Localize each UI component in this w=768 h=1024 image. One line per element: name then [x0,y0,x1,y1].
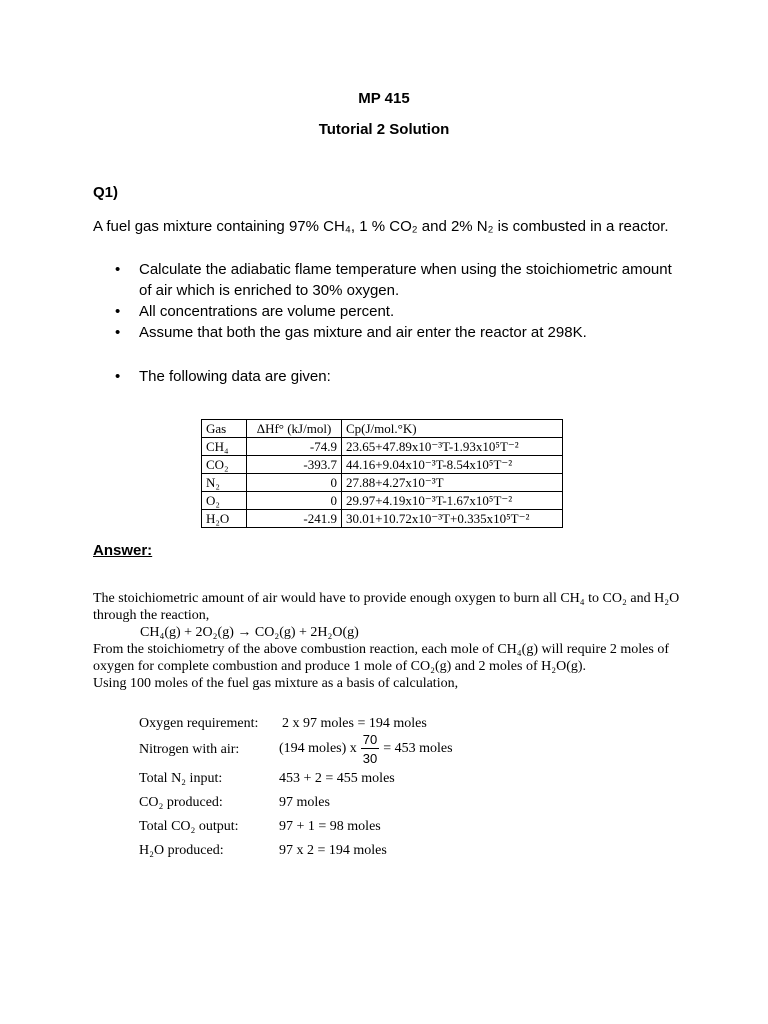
table-row [202,438,563,456]
bullet-glyph: • [115,303,121,320]
answer-body [93,590,683,692]
calc-value [279,732,453,766]
answer-paragraph: The stoichiometric amount of air would have to provide enough oxygen to burn all CH₄ to CO₂ and H₂O through the reaction, [93,591,680,623]
calc-label: Oxygen requirement: [139,716,259,731]
bullet-item [93,301,683,322]
cell-gas: O₂ [202,492,247,510]
cell-enthalpy: 0 [247,492,342,510]
cell-enthalpy: -393.7 [247,456,342,474]
answer-paragraph: Using 100 moles of the fuel gas mixture as a basis of calculation, [93,676,459,691]
table-header-row [202,420,563,438]
cell-enthalpy: -74.9 [247,438,342,456]
calc-value-suffix: = 453 moles [383,741,453,757]
calc-value: 97 moles [279,795,330,810]
page-subtitle: Tutorial 2 Solution [318,121,450,138]
calc-value: 97 + 1 = 98 moles [279,819,381,834]
table-row [202,474,563,492]
cell-gas: CH₄ [202,438,247,456]
data-bullet-list [93,366,683,387]
gas-data-table [201,419,563,528]
fraction-denominator: 30 [362,751,378,766]
answer-heading: Answer: [93,542,153,559]
column-header-enthalpy: ΔHf° (kJ/mol) [247,420,342,438]
answer-paragraph: From the stoichiometry of the above combustion reaction, each mole of CH₄(g) will require 2 moles of oxygen for complete combustion and produce 1 mole of CO₂(g) and 2 moles of H₂O(g). [93,642,670,674]
fraction-numerator: 70 [362,732,378,747]
cell-heat-capacity: 29.97+4.19x10⁻³T-1.67x10⁵T⁻² [342,492,563,510]
bullet-glyph: • [115,324,121,341]
question-bullet-list [93,259,683,343]
calc-value: 453 + 2 = 455 moles [279,771,395,786]
bullet-item [93,259,683,301]
cell-gas: H₂O [202,510,247,528]
calc-label: Total N₂ input: [139,771,223,786]
cell-heat-capacity: 44.16+9.04x10⁻³T-8.54x10⁵T⁻² [342,456,563,474]
bullet-item [93,322,683,343]
question-label: Q1) [93,184,119,201]
calc-value-prefix: (194 moles) x [279,741,357,757]
bullet-glyph: • [115,368,121,385]
cell-gas: CO₂ [202,456,247,474]
calc-value: 97 x 2 = 194 moles [279,843,387,858]
column-header-heat-capacity: Cp(J/mol.°K) [342,420,563,438]
question-intro: A fuel gas mixture containing 97% CH₄, 1 % CO₂ and 2% N₂ is combusted in a reactor. [93,218,669,235]
calc-label: Total CO₂ output: [139,819,239,834]
bullet-text: Calculate the adiabatic flame temperature when using the stoichiometric amount of air which is enriched to 30% oxygen. [139,261,672,299]
cell-enthalpy: -241.9 [247,510,342,528]
bullet-text: Assume that both the gas mixture and air enter the reactor at 298K. [139,324,587,341]
cell-heat-capacity: 30.01+10.72x10⁻³T+0.335x10⁵T⁻² [342,510,563,528]
cell-heat-capacity: 27.88+4.27x10⁻³T [342,474,563,492]
fraction [361,732,379,766]
calc-label: H₂O produced: [139,843,224,858]
table-row [202,510,563,528]
cell-gas: N₂ [202,474,247,492]
bullet-glyph: • [115,261,121,278]
cell-heat-capacity: 23.65+47.89x10⁻³T-1.93x10⁵T⁻² [342,438,563,456]
calc-value: 2 x 97 moles = 194 moles [282,716,427,731]
table-row [202,492,563,510]
cell-enthalpy: 0 [247,474,342,492]
bullet-text: The following data are given: [139,368,331,385]
calc-label: Nitrogen with air: [139,742,240,757]
course-code: MP 415 [358,90,410,107]
table-row [202,456,563,474]
bullet-text: All concentrations are volume percent. [139,303,395,320]
calc-label: CO₂ produced: [139,795,223,810]
bullet-item [93,366,683,387]
reaction-equation: CH₄(g) + 2O₂(g) → CO₂(g) + 2H₂O(g) [140,625,359,640]
column-header-gas: Gas [202,420,247,438]
